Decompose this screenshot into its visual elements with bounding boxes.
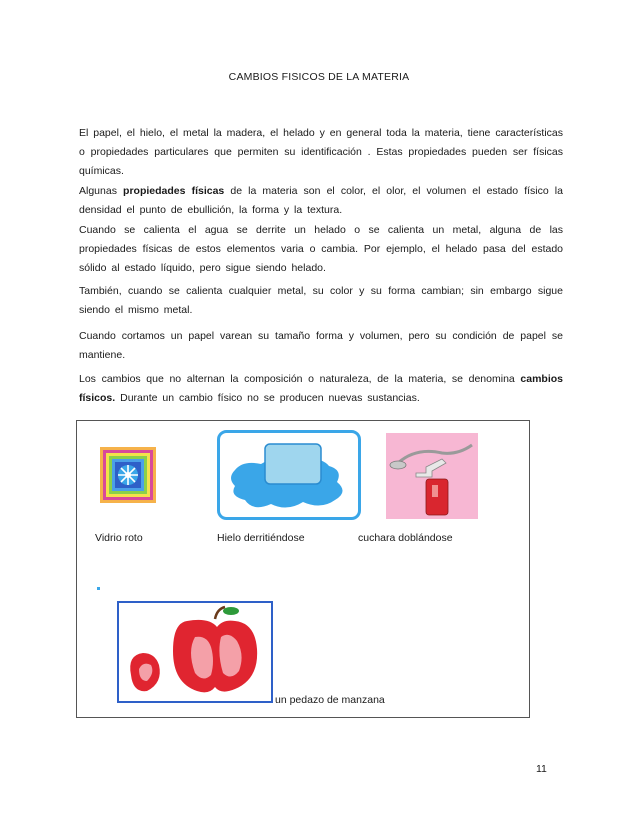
- paragraph-heating-example: Cuando se calienta el agua se derrite un helado o se calienta un metal, alguna de las propiedades físicas de estos elementos varia o cambia. Por ejemplo, el helado pasa del estado sólido al estado líquido, pero sigue siendo helado.: [79, 224, 563, 274]
- apple-illustration: [117, 601, 273, 703]
- paragraph-paper-example: Cuando cortamos un papel varean su tamaño forma y volumen, pero su condición de papel se mantiene.: [79, 330, 563, 361]
- paragraph-intro: El papel, el hielo, el metal la madera, el helado y en general toda la materia, tiene características o propiedades particulares que permiten su identificación . Estas propiedades pueden ser físicas químicas.: [79, 127, 564, 177]
- paragraph-text: Algunas: [79, 185, 124, 197]
- paragraph-text: de la materia son el color, el olor, el volumen el estado físico la densidad el punto de ebullición, la forma y la textura.: [79, 185, 563, 216]
- caption-apple-piece: un pedazo de manzana: [275, 694, 385, 706]
- caption-melting-ice: Hielo derritiéndose: [217, 532, 305, 544]
- page-title: CAMBIOS FISICOS DE LA MATERIA: [228, 71, 410, 83]
- paragraph-text: Los cambios que no alternan la composición o naturaleza, de la materia, se denomina: [79, 373, 521, 385]
- figure-box: [76, 420, 530, 718]
- paragraph-physical-properties: [79, 182, 563, 220]
- paragraph-metal-example: También, cuando se calienta cualquier metal, su color y su forma cambian; sin embargo sigue siendo el mismo metal.: [79, 285, 563, 316]
- broken-glass-illustration: [100, 447, 156, 503]
- paragraph-text: Durante un cambio físico no se producen nuevas sustancias.: [115, 392, 420, 404]
- spoon-bottle-illustration: [386, 433, 478, 519]
- paragraph-definition: [79, 370, 563, 408]
- melting-ice-illustration: [217, 430, 361, 520]
- bold-term: cambios físicos.: [79, 373, 563, 404]
- small-dot: [97, 587, 100, 590]
- bold-term: propiedades físicas: [123, 185, 225, 197]
- page-number: 11: [536, 763, 547, 775]
- caption-broken-glass: Vidrio roto: [95, 532, 143, 544]
- caption-bending-spoon: cuchara doblándose: [358, 532, 453, 544]
